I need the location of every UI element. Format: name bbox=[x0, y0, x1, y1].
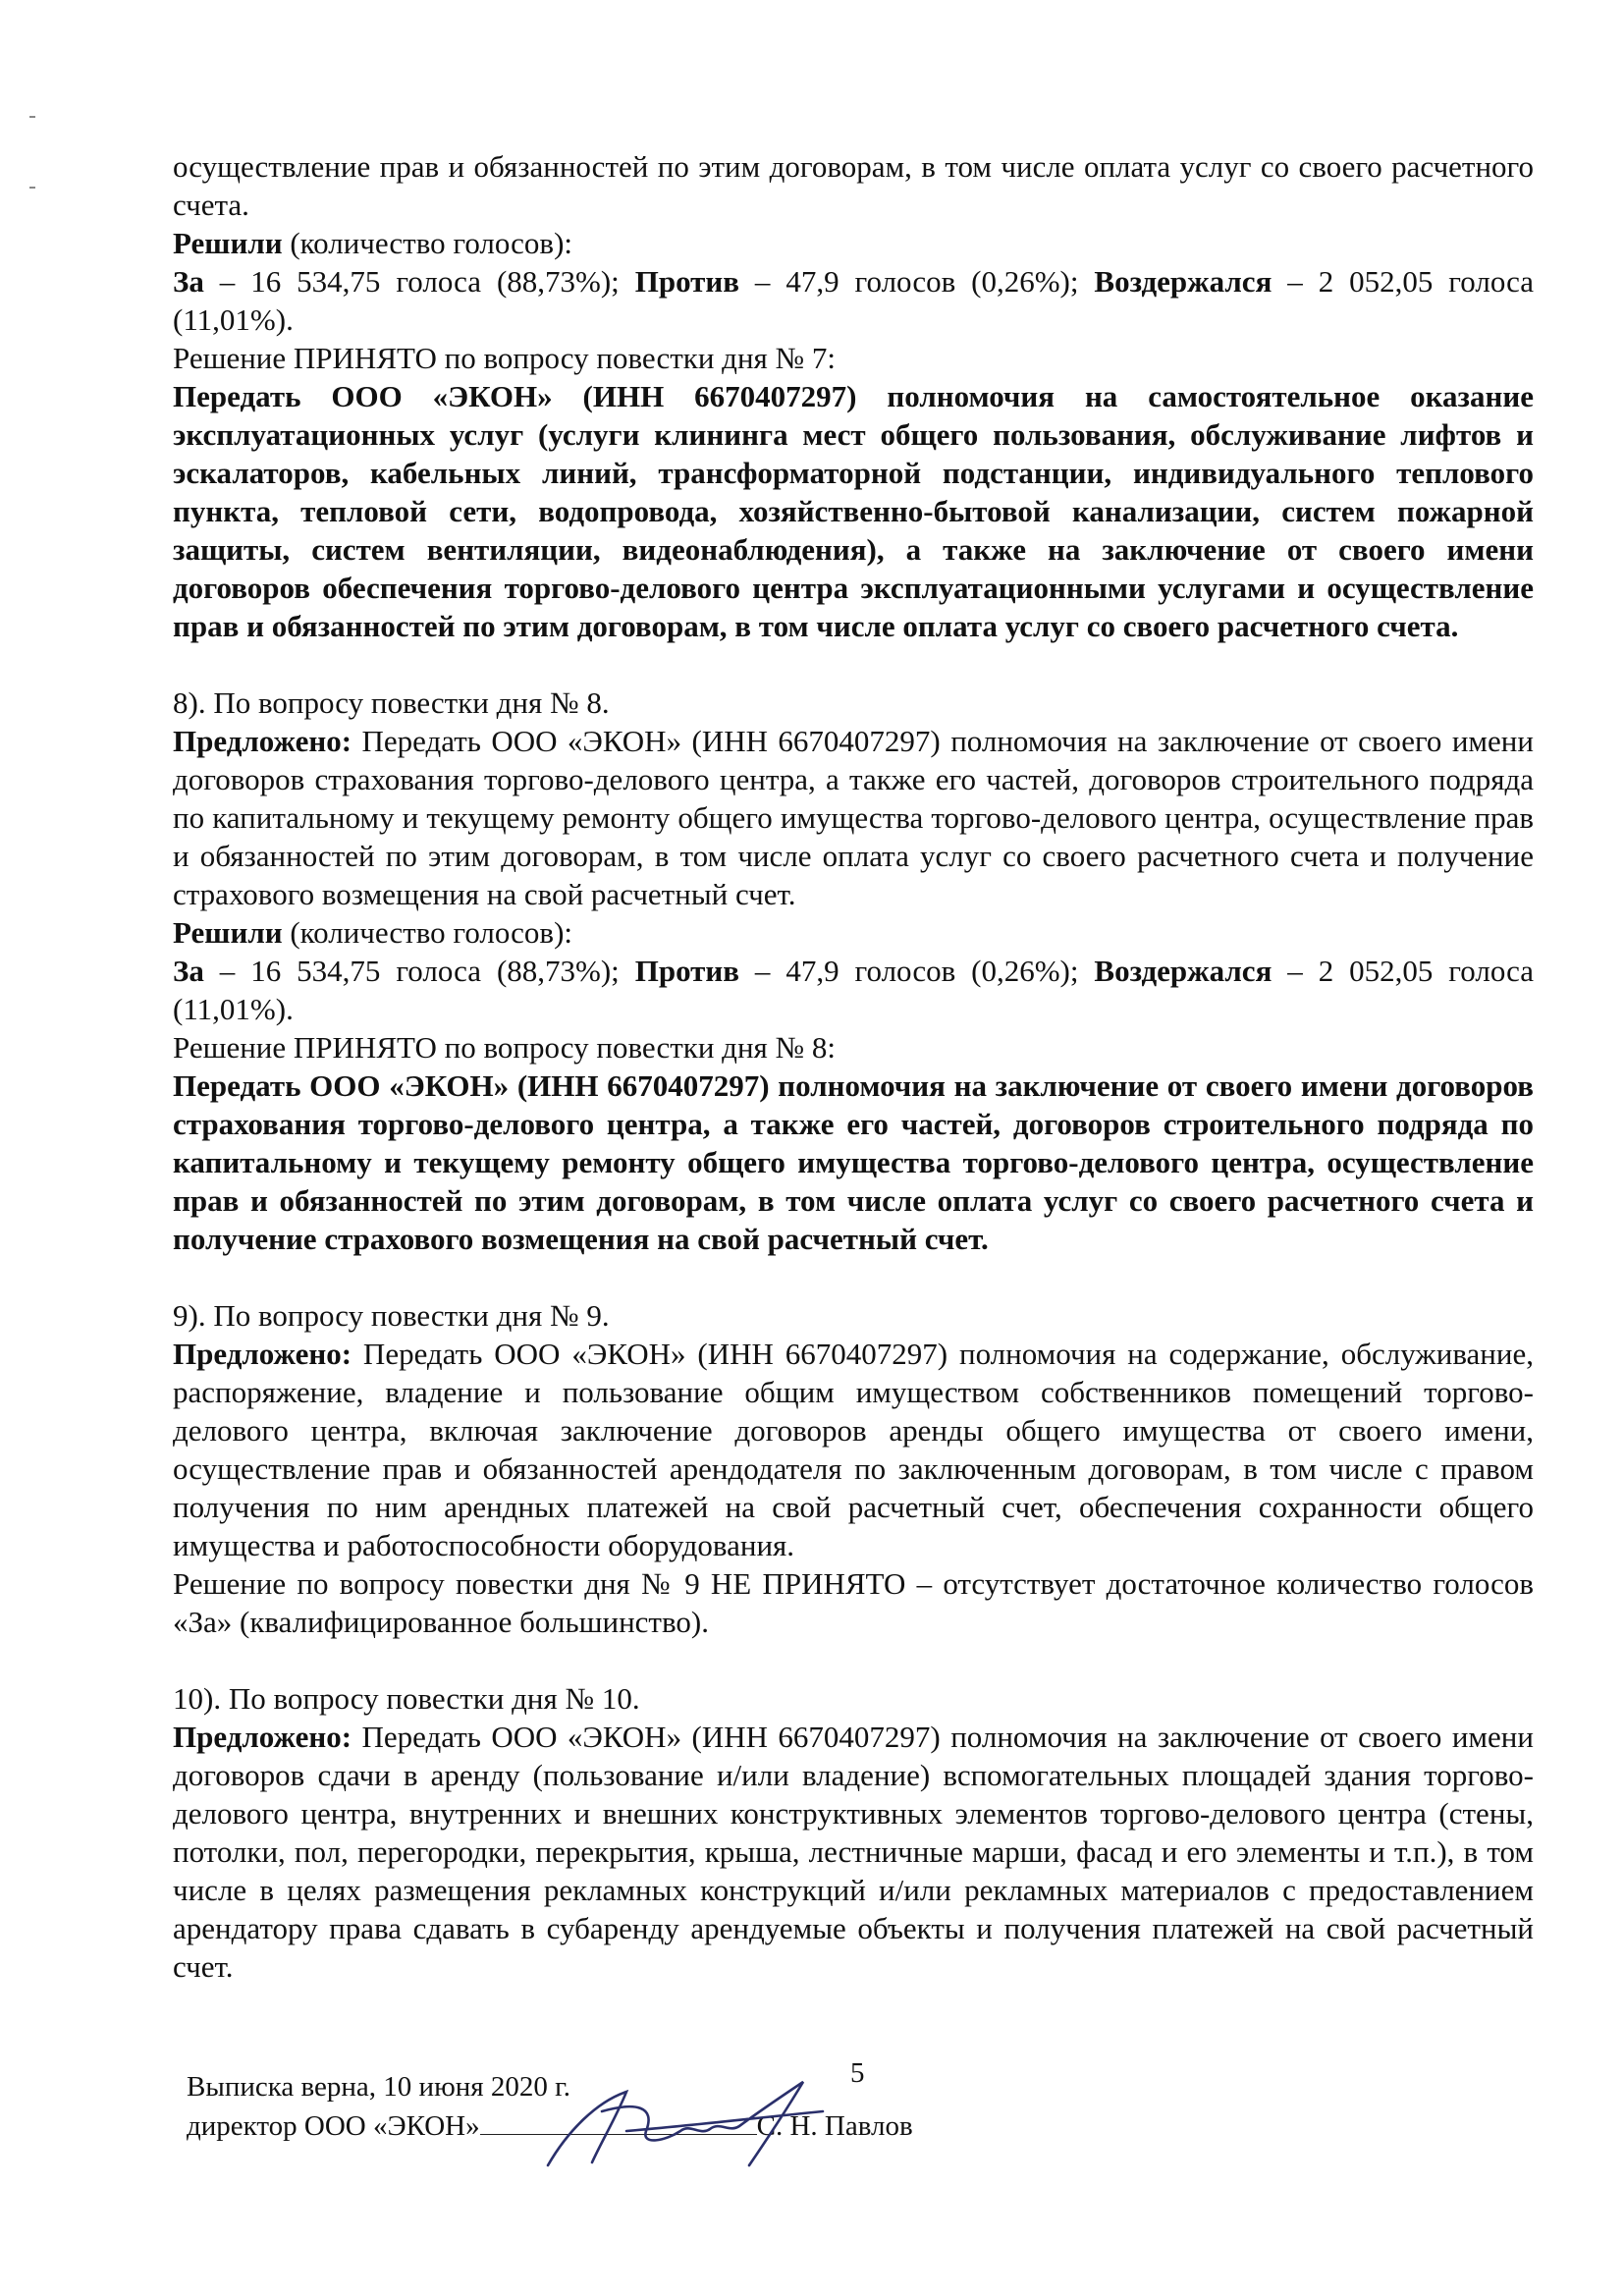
decision-8-title: Решение ПРИНЯТО по вопросу повестки дня № 8: bbox=[173, 1030, 836, 1065]
vote-counts-8: За – 16 534,75 голоса (88,73%); Против – 47,9 голосов (0,26%); Воздержался – 2 052,05 голоса (11,01%). bbox=[173, 954, 1534, 1026]
scan-mark bbox=[29, 187, 35, 189]
decision-7-text: Передать ООО «ЭКОН» (ИНН 6670407297) полномочия на самостоятельное оказание эксплуатационных услуг (услуги клининга мест общего пользования, обслуживание лифтов и эскалаторов, кабельных линий, трансформаторной подстанции, индивидуального теплового пункта, тепловой сети, водопровода, хозяйственно-бытовой канализации, систем пожарной защиты, систем вентиляции, видеонаблюдения), а также на заключение от своего имени договоров обеспечения торгово-делового центра эксплуатационными услугами и осуществление прав и обязанностей по этим договорам, в том числе оплата услуг со своего расчетного счета. bbox=[173, 379, 1534, 643]
question-10-proposal: Предложено: Передать ООО «ЭКОН» (ИНН 6670407297) полномочия на заключение от своего имени договоров сдачи в аренду (пользование и/или владение) вспомогательных площадей здания торгово-делового центра, внутренних и внешних конструктивных элементов торгово-делового центра (стены, потолки, пол, перегородки, перекрытия, крыша, лестничные марши, фасад и его элементы и т.п.), в том числе в целях размещения рекламных конструкций и/или рекламных материалов с предоставлением арендатору права сдавать в субаренду арендуемые объекты и получения платежей на свой расчетный счет. bbox=[173, 1720, 1534, 1984]
vote-results-8: Решили (количество голосов): bbox=[173, 915, 573, 950]
decision-8-text: Передать ООО «ЭКОН» (ИНН 6670407297) полномочия на заключение от своего имени договоров страхования торгово-делового центра, а также его частей, договоров строительного подряда по капитальному и текущему ремонту общего имущества торгово-делового центра, осуществление прав и обязанностей по этим договорам, в том числе оплата услуг со своего расчетного счета и получение страхового возмещения на свой расчетный счет. bbox=[173, 1068, 1534, 1256]
page-number: 5 bbox=[850, 2057, 865, 2089]
decision-7-title: Решение ПРИНЯТО по вопросу повестки дня № 7: bbox=[173, 341, 836, 375]
vote-label: Решили bbox=[173, 226, 283, 260]
question-9-proposal: Предложено: Передать ООО «ЭКОН» (ИНН 6670407297) полномочия на содержание, обслуживание, распоряжение, владение и пользование общим имуществом собственников помещений торгово-делового центра, включая заключение договоров аренды общего имущества от своего имени, осуществление прав и обязанностей арендодателя по заключенным договорам, в том числе с правом получения по ним арендных платежей на свой расчетный счет, обеспечения сохранности общего имущества и работоспособности оборудования. bbox=[173, 1337, 1534, 1562]
document-body bbox=[173, 147, 1534, 1986]
signature-image bbox=[509, 2072, 842, 2180]
footer-line-1: Выписка верна, 10 июня 2020 г. bbox=[187, 2071, 570, 2103]
vote-results-7: Решили (количество голосов): bbox=[173, 226, 573, 260]
footer-position: директор ООО «ЭКОН» bbox=[187, 2110, 480, 2142]
vote-counts-7: За – 16 534,75 голоса (88,73%); Против – 47,9 голосов (0,26%); Воздержался – 2 052,05 голоса (11,01%). bbox=[173, 264, 1534, 337]
question-9-result: Решение по вопросу повестки дня № 9 НЕ ПРИНЯТО – отсутствует достаточное количество голосов «За» (квалифицированное большинство). bbox=[173, 1566, 1534, 1639]
paragraph-continuation: осуществление прав и обязанностей по этим договорам, в том числе оплата услуг со своего расчетного счета. bbox=[173, 149, 1534, 222]
scan-mark bbox=[29, 116, 35, 118]
footer-signer-name: С. Н. Павлов bbox=[756, 2110, 913, 2142]
question-8-heading: 8). По вопросу повестки дня № 8. bbox=[173, 685, 610, 720]
question-10-heading: 10). По вопросу повестки дня № 10. bbox=[173, 1681, 640, 1716]
question-8-proposal: Предложено: Передать ООО «ЭКОН» (ИНН 6670407297) полномочия на заключение от своего имени договоров страхования торгово-делового центра, а также его частей, договоров строительного подряда по капитальному и текущему ремонту общего имущества торгово-делового центра, осуществление прав и обязанностей по этим договорам, в том числе оплата услуг со своего расчетного счета и получение страхового возмещения на свой расчетный счет. bbox=[173, 724, 1534, 911]
question-9-heading: 9). По вопросу повестки дня № 9. bbox=[173, 1298, 610, 1333]
